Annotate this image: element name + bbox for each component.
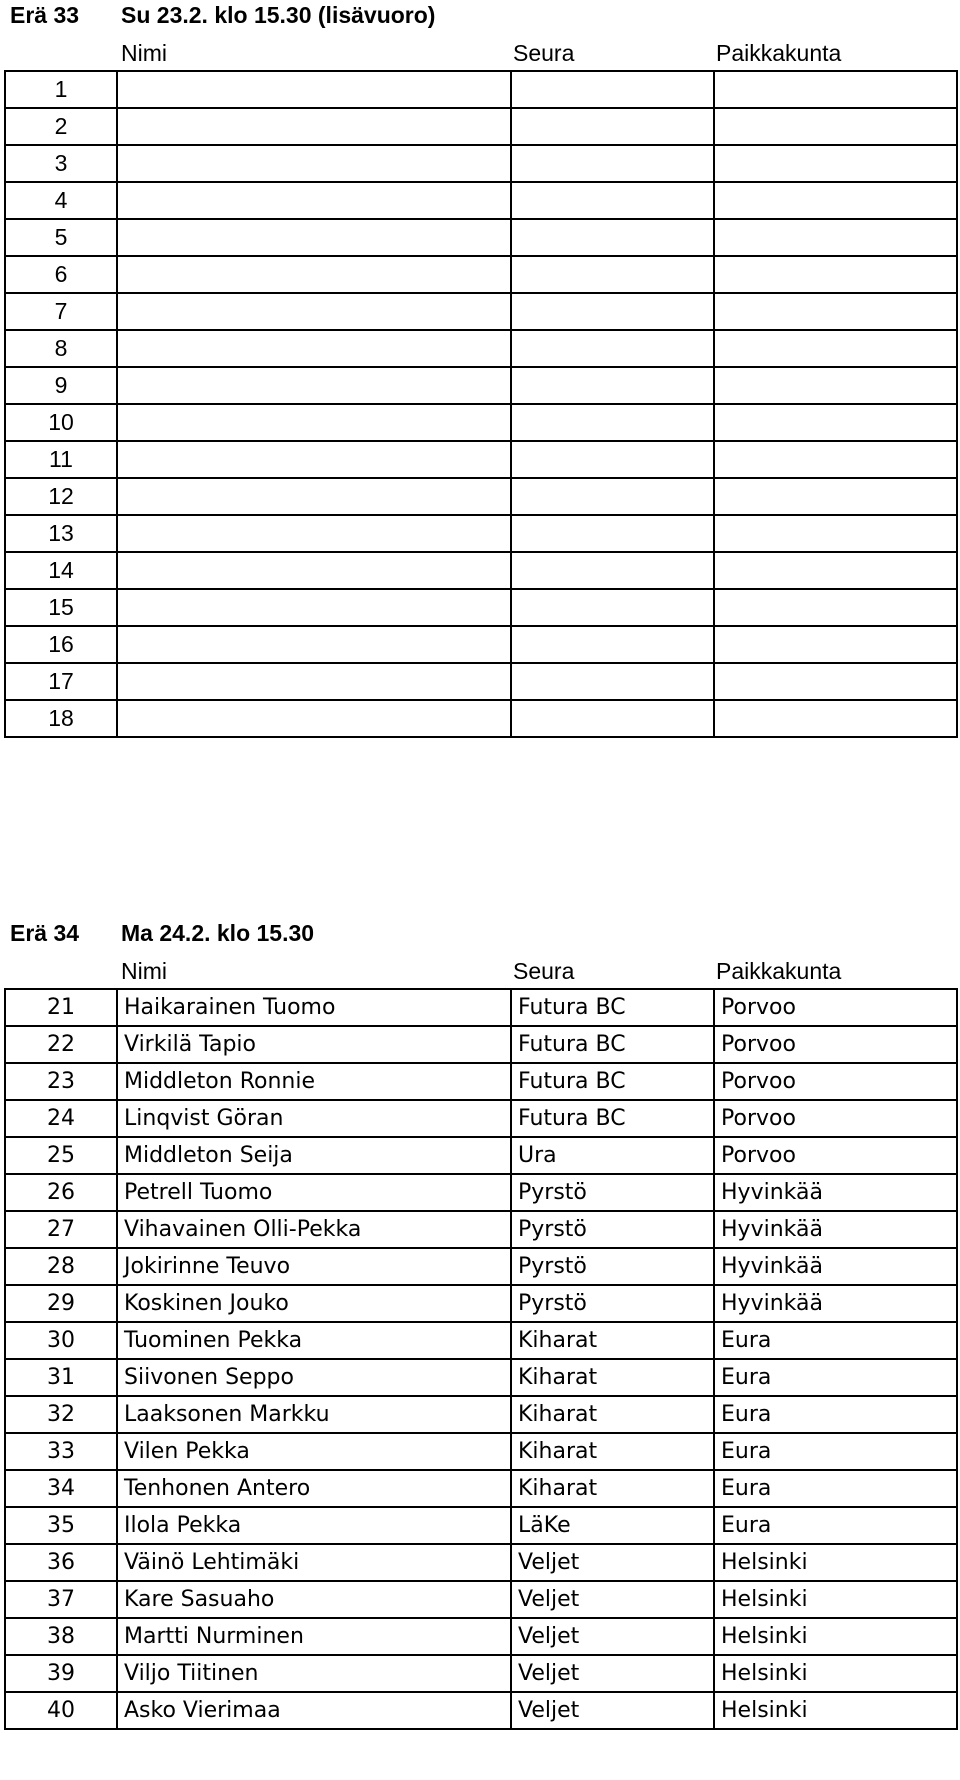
table-row: [5, 145, 957, 182]
row-number: 4: [5, 182, 117, 219]
place-cell: Hyvinkää: [714, 1174, 957, 1211]
table-row: [5, 1026, 957, 1063]
place-cell: Eura: [714, 1433, 957, 1470]
player-name-cell: Martti Nurminen: [117, 1618, 511, 1655]
player-name-cell: [117, 478, 511, 515]
club-cell: Kiharat: [511, 1322, 714, 1359]
place-cell: [714, 256, 957, 293]
player-name-cell: [117, 330, 511, 367]
player-name-cell: Väinö Lehtimäki: [117, 1544, 511, 1581]
table-row: [5, 404, 957, 441]
row-number: 29: [5, 1285, 117, 1322]
club-cell: [511, 515, 714, 552]
table-row: [5, 478, 957, 515]
heat-number: Erä 33: [10, 2, 80, 28]
table-row: [5, 552, 957, 589]
heat-datetime: Su 23.2. klo 15.30 (lisävuoro): [121, 2, 436, 28]
place-cell: Hyvinkää: [714, 1211, 957, 1248]
row-number: 1: [5, 71, 117, 108]
table-row: [5, 663, 957, 700]
table-row: [5, 1285, 957, 1322]
place-cell: Helsinki: [714, 1692, 957, 1729]
club-cell: Futura BC: [511, 1026, 714, 1063]
column-headers: [0, 38, 960, 70]
club-cell: Kiharat: [511, 1433, 714, 1470]
club-cell: [511, 663, 714, 700]
club-cell: Kiharat: [511, 1396, 714, 1433]
club-cell: [511, 700, 714, 737]
heat-title: [0, 0, 960, 38]
table-row: [5, 1248, 957, 1285]
row-number: 36: [5, 1544, 117, 1581]
player-name-cell: [117, 145, 511, 182]
club-cell: LäKe: [511, 1507, 714, 1544]
club-cell: [511, 626, 714, 663]
place-cell: [714, 589, 957, 626]
header-club: Seura: [513, 958, 575, 984]
row-number: 17: [5, 663, 117, 700]
row-number: 16: [5, 626, 117, 663]
table-row: [5, 1137, 957, 1174]
header-name: Nimi: [121, 958, 167, 984]
row-number: 31: [5, 1359, 117, 1396]
row-number: 21: [5, 989, 117, 1026]
row-number: 12: [5, 478, 117, 515]
player-name-cell: [117, 182, 511, 219]
row-number: 37: [5, 1581, 117, 1618]
player-name-cell: [117, 108, 511, 145]
club-cell: [511, 108, 714, 145]
place-cell: [714, 293, 957, 330]
club-cell: Veljet: [511, 1618, 714, 1655]
club-cell: [511, 293, 714, 330]
club-cell: [511, 182, 714, 219]
player-name-cell: [117, 256, 511, 293]
club-cell: [511, 404, 714, 441]
club-cell: [511, 71, 714, 108]
table-row: [5, 989, 957, 1026]
player-name-cell: Asko Vierimaa: [117, 1692, 511, 1729]
place-cell: [714, 367, 957, 404]
place-cell: Eura: [714, 1507, 957, 1544]
place-cell: [714, 330, 957, 367]
player-name-cell: [117, 700, 511, 737]
place-cell: Helsinki: [714, 1581, 957, 1618]
place-cell: Eura: [714, 1322, 957, 1359]
row-number: 32: [5, 1396, 117, 1433]
table-row: [5, 1100, 957, 1137]
table-row: [5, 367, 957, 404]
row-number: 27: [5, 1211, 117, 1248]
header-club: Seura: [513, 40, 575, 66]
table-row: [5, 1211, 957, 1248]
row-number: 13: [5, 515, 117, 552]
column-headers: [0, 956, 960, 988]
table-row: [5, 1322, 957, 1359]
table-row: [5, 1507, 957, 1544]
row-number: 11: [5, 441, 117, 478]
player-name-cell: [117, 219, 511, 256]
club-cell: [511, 367, 714, 404]
table-row: [5, 293, 957, 330]
row-number: 9: [5, 367, 117, 404]
club-cell: Pyrstö: [511, 1174, 714, 1211]
club-cell: [511, 330, 714, 367]
place-cell: [714, 108, 957, 145]
club-cell: Veljet: [511, 1544, 714, 1581]
row-number: 26: [5, 1174, 117, 1211]
player-name-cell: [117, 71, 511, 108]
player-name-cell: Jokirinne Teuvo: [117, 1248, 511, 1285]
row-number: 30: [5, 1322, 117, 1359]
row-number: 2: [5, 108, 117, 145]
player-name-cell: Linqvist Göran: [117, 1100, 511, 1137]
heat-title: [0, 918, 960, 956]
player-name-cell: [117, 589, 511, 626]
place-cell: [714, 626, 957, 663]
table-row: [5, 256, 957, 293]
club-cell: Ura: [511, 1137, 714, 1174]
table-row: [5, 1063, 957, 1100]
place-cell: [714, 478, 957, 515]
row-number: 25: [5, 1137, 117, 1174]
place-cell: Hyvinkää: [714, 1248, 957, 1285]
club-cell: Futura BC: [511, 1100, 714, 1137]
row-number: 8: [5, 330, 117, 367]
place-cell: [714, 404, 957, 441]
row-number: 3: [5, 145, 117, 182]
row-number: 10: [5, 404, 117, 441]
place-cell: [714, 441, 957, 478]
club-cell: [511, 552, 714, 589]
row-number: 24: [5, 1100, 117, 1137]
place-cell: Porvoo: [714, 1063, 957, 1100]
heat-datetime: Ma 24.2. klo 15.30: [121, 920, 315, 946]
heat-number: Erä 34: [10, 920, 80, 946]
table-row: [5, 1655, 957, 1692]
place-cell: Helsinki: [714, 1618, 957, 1655]
table-row: [5, 330, 957, 367]
player-name-cell: Kare Sasuaho: [117, 1581, 511, 1618]
row-number: 33: [5, 1433, 117, 1470]
table-row: [5, 1396, 957, 1433]
table-row: [5, 626, 957, 663]
table-row: [5, 1618, 957, 1655]
heat-33-table: [4, 70, 958, 738]
player-name-cell: Virkilä Tapio: [117, 1026, 511, 1063]
place-cell: [714, 71, 957, 108]
player-name-cell: [117, 367, 511, 404]
player-name-cell: Ilola Pekka: [117, 1507, 511, 1544]
club-cell: [511, 219, 714, 256]
club-cell: [511, 478, 714, 515]
row-number: 34: [5, 1470, 117, 1507]
player-name-cell: Haikarainen Tuomo: [117, 989, 511, 1026]
place-cell: [714, 663, 957, 700]
player-name-cell: [117, 663, 511, 700]
place-cell: [714, 515, 957, 552]
place-cell: [714, 219, 957, 256]
row-number: 5: [5, 219, 117, 256]
row-number: 15: [5, 589, 117, 626]
table-row: [5, 1581, 957, 1618]
club-cell: Veljet: [511, 1655, 714, 1692]
header-place: Paikkakunta: [716, 958, 842, 984]
player-name-cell: [117, 515, 511, 552]
table-row: [5, 1692, 957, 1729]
table-row: [5, 1433, 957, 1470]
club-cell: Kiharat: [511, 1359, 714, 1396]
player-name-cell: Vihavainen Olli-Pekka: [117, 1211, 511, 1248]
row-number: 35: [5, 1507, 117, 1544]
club-cell: [511, 589, 714, 626]
place-cell: Porvoo: [714, 989, 957, 1026]
table-row: [5, 515, 957, 552]
table-row: [5, 1544, 957, 1581]
club-cell: Pyrstö: [511, 1248, 714, 1285]
player-name-cell: [117, 626, 511, 663]
row-number: 39: [5, 1655, 117, 1692]
place-cell: [714, 700, 957, 737]
table-row: [5, 1470, 957, 1507]
row-number: 22: [5, 1026, 117, 1063]
place-cell: [714, 552, 957, 589]
club-cell: Futura BC: [511, 989, 714, 1026]
table-row: [5, 1359, 957, 1396]
place-cell: Helsinki: [714, 1544, 957, 1581]
place-cell: Eura: [714, 1359, 957, 1396]
player-name-cell: Vilen Pekka: [117, 1433, 511, 1470]
place-cell: Porvoo: [714, 1100, 957, 1137]
place-cell: Eura: [714, 1470, 957, 1507]
row-number: 6: [5, 256, 117, 293]
table-row: [5, 108, 957, 145]
club-cell: [511, 145, 714, 182]
club-cell: [511, 441, 714, 478]
player-name-cell: [117, 441, 511, 478]
row-number: 38: [5, 1618, 117, 1655]
club-cell: [511, 256, 714, 293]
table-row: [5, 700, 957, 737]
header-name: Nimi: [121, 40, 167, 66]
club-cell: Pyrstö: [511, 1285, 714, 1322]
player-name-cell: [117, 404, 511, 441]
player-name-cell: Koskinen Jouko: [117, 1285, 511, 1322]
table-row: [5, 71, 957, 108]
row-number: 18: [5, 700, 117, 737]
row-number: 40: [5, 1692, 117, 1729]
player-name-cell: Tuominen Pekka: [117, 1322, 511, 1359]
row-number: 14: [5, 552, 117, 589]
row-number: 7: [5, 293, 117, 330]
player-name-cell: [117, 552, 511, 589]
table-row: [5, 441, 957, 478]
heat-34-section: [0, 918, 960, 1723]
player-name-cell: Viljo Tiitinen: [117, 1655, 511, 1692]
place-cell: [714, 145, 957, 182]
heat-33-section: [0, 0, 960, 731]
player-name-cell: Middleton Ronnie: [117, 1063, 511, 1100]
club-cell: Kiharat: [511, 1470, 714, 1507]
player-name-cell: Tenhonen Antero: [117, 1470, 511, 1507]
row-number: 23: [5, 1063, 117, 1100]
player-name-cell: [117, 293, 511, 330]
place-cell: Porvoo: [714, 1137, 957, 1174]
place-cell: Eura: [714, 1396, 957, 1433]
header-place: Paikkakunta: [716, 40, 842, 66]
table-row: [5, 182, 957, 219]
place-cell: [714, 182, 957, 219]
place-cell: Helsinki: [714, 1655, 957, 1692]
table-row: [5, 219, 957, 256]
player-name-cell: Laaksonen Markku: [117, 1396, 511, 1433]
club-cell: Veljet: [511, 1581, 714, 1618]
club-cell: Veljet: [511, 1692, 714, 1729]
table-row: [5, 1174, 957, 1211]
heat-34-table: [4, 988, 958, 1730]
club-cell: Pyrstö: [511, 1211, 714, 1248]
player-name-cell: Petrell Tuomo: [117, 1174, 511, 1211]
place-cell: Porvoo: [714, 1026, 957, 1063]
club-cell: Futura BC: [511, 1063, 714, 1100]
row-number: 28: [5, 1248, 117, 1285]
place-cell: Hyvinkää: [714, 1285, 957, 1322]
player-name-cell: Middleton Seija: [117, 1137, 511, 1174]
player-name-cell: Siivonen Seppo: [117, 1359, 511, 1396]
table-row: [5, 589, 957, 626]
